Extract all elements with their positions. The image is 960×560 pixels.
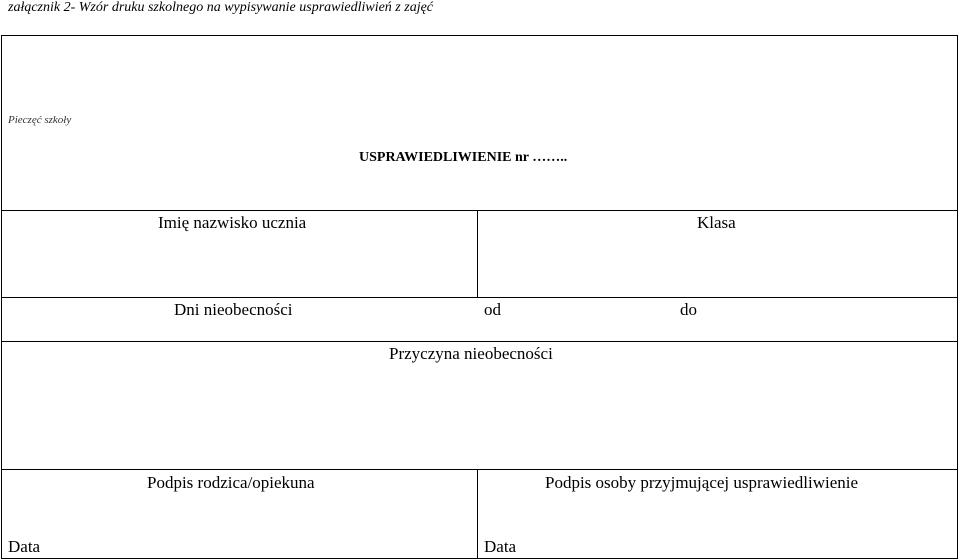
receiver-signature-label: Podpis osoby przyjmującej usprawiedliwienie xyxy=(545,473,859,492)
divider-dates-row xyxy=(2,341,957,342)
divider-reason-row xyxy=(2,469,957,470)
excuse-form xyxy=(1,35,958,559)
form-title: USPRAWIEDLIWIENIE nr …….. xyxy=(359,150,568,165)
receiver-date-label: Data xyxy=(484,537,517,556)
divider-signatures xyxy=(477,469,478,558)
parent-signature-label: Podpis rodzica/opiekuna xyxy=(147,473,315,492)
school-stamp-label: Pieczęć szkoły xyxy=(8,114,72,126)
divider-name-class xyxy=(477,210,478,297)
date-from-label: od xyxy=(484,300,501,319)
divider-header xyxy=(2,210,957,211)
attachment-caption: załącznik 2- Wzór druku szkolnego na wypisywanie usprawiedliwień z zajęć xyxy=(8,0,434,15)
date-to-label: do xyxy=(680,300,697,319)
student-name-label: Imię nazwisko ucznia xyxy=(158,213,307,232)
class-label: Klasa xyxy=(697,213,736,232)
parent-date-label: Data xyxy=(8,537,41,556)
absence-days-label: Dni nieobecności xyxy=(174,300,293,319)
absence-reason-label: Przyczyna nieobecności xyxy=(389,344,553,363)
divider-name-row xyxy=(2,297,957,298)
